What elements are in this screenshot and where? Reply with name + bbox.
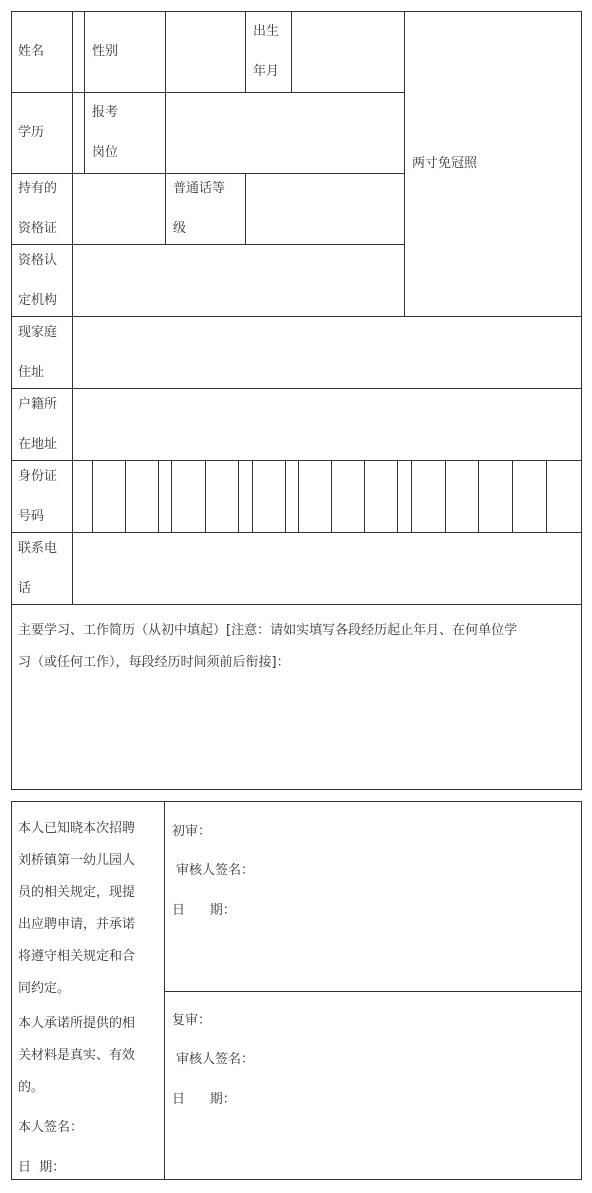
certification-org-label: 资格认 定机构 bbox=[18, 252, 58, 308]
home-address-label: 现家庭 住址 bbox=[18, 324, 58, 380]
phone-label: 联系电 话 bbox=[18, 540, 58, 596]
certificate-field[interactable] bbox=[73, 174, 165, 244]
work-history-field[interactable] bbox=[12, 680, 580, 788]
second-review-date-label: 日 期： bbox=[172, 1092, 236, 1107]
declaration-statement: 本人已知晓本次招聘 刘桥镇第一幼儿园人 员的相关规定，现提 出应聘申请，并承诺 将遵守相关规定和合 同约定。 bbox=[18, 821, 136, 996]
certificate-label: 持有的 资格证 bbox=[18, 181, 58, 236]
initial-review-date-label: 日 期： bbox=[172, 903, 236, 918]
birth-date-label: 出生 年月 bbox=[253, 24, 280, 79]
applicant-signature-label: 本人签名： bbox=[18, 1120, 84, 1135]
certification-org-field[interactable] bbox=[73, 245, 404, 316]
photo-area[interactable]: 两寸免冠照 bbox=[412, 155, 478, 171]
gender-label: 性别 bbox=[92, 43, 119, 59]
authenticity-statement: 本人承诺所提供的相 关材料是真实、有效 的。 bbox=[18, 1016, 136, 1095]
education-label: 学历 bbox=[18, 125, 45, 140]
phone-field[interactable] bbox=[73, 533, 581, 604]
name-label: 姓名 bbox=[18, 43, 45, 59]
position-field[interactable] bbox=[166, 93, 404, 173]
mandarin-level-label: 普通话等 级 bbox=[173, 181, 226, 236]
initial-reviewer-signature-label: 审核人签名： bbox=[176, 863, 255, 878]
home-address-field[interactable] bbox=[73, 317, 581, 388]
initial-review-label: 初审： bbox=[172, 824, 212, 839]
second-review-label: 复审： bbox=[172, 1013, 212, 1028]
applicant-date-label: 日 期： bbox=[18, 1160, 66, 1175]
work-history-instructions: 主要学习、工作简历（从初中填起）[注意：请如实填写各段经历起止年月、在何单位学 习（或任何工作），每段经历时间须前后衔接]： bbox=[18, 623, 518, 670]
position-label: 报考 岗位 bbox=[92, 105, 119, 160]
household-address-label: 户籍所 在地址 bbox=[18, 396, 58, 452]
mandarin-level-field[interactable] bbox=[246, 174, 404, 244]
id-number-label: 身份证 号码 bbox=[18, 468, 58, 524]
gender-field[interactable] bbox=[166, 11, 245, 92]
birth-date-field[interactable] bbox=[292, 11, 404, 92]
household-address-field[interactable] bbox=[73, 389, 581, 460]
second-reviewer-signature-label: 审核人签名： bbox=[176, 1052, 255, 1067]
